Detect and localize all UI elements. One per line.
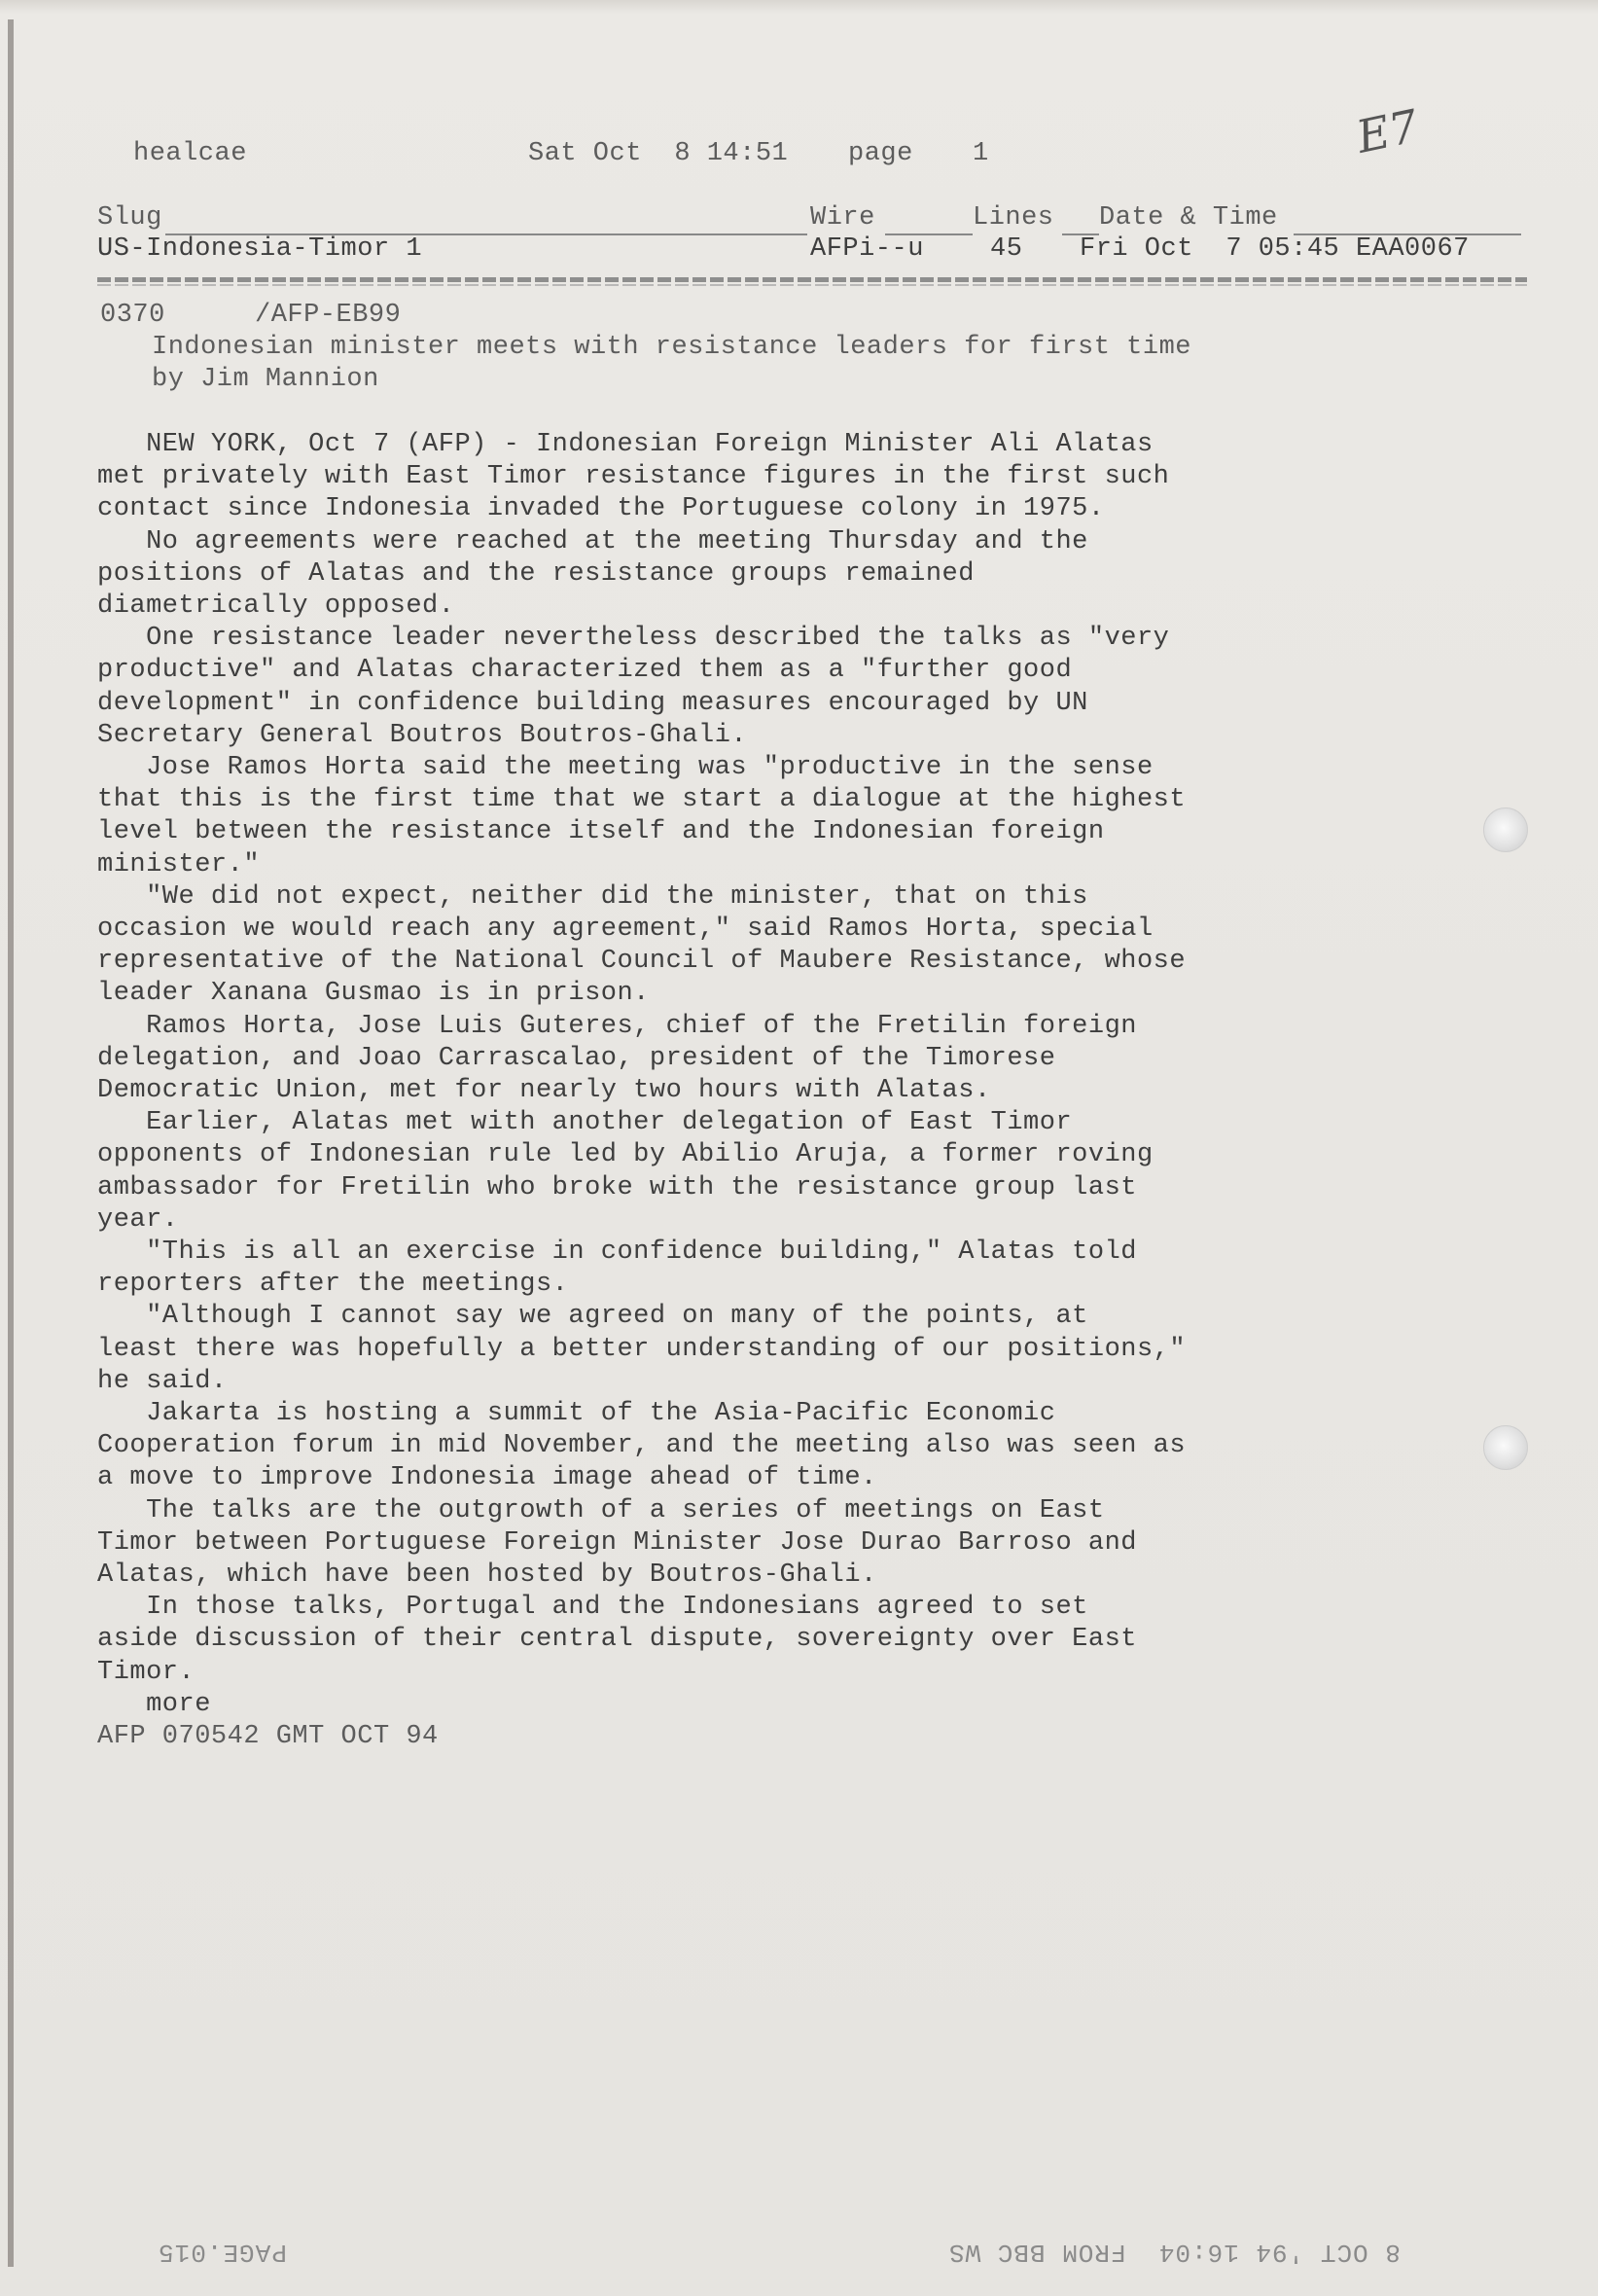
body-line: "We did not expect, neither did the minister, that on this (97, 881, 1088, 912)
body-line: positions of Alatas and the resistance groups remained (97, 558, 975, 589)
binding-edge (8, 19, 14, 2267)
body-line: opponents of Indonesian rule led by Abilio Aruja, a former roving (97, 1140, 1154, 1170)
record-lines: 45 (990, 234, 1023, 264)
record-slug: US-Indonesia-Timor 1 (97, 234, 423, 264)
separator-rule-secondary (97, 284, 1527, 286)
body-line: met privately with East Timor resistance figures in the first such (97, 462, 1170, 492)
header-page-label: page (848, 139, 913, 168)
body-line: "Although I cannot say we agreed on many of the points, at (97, 1302, 1088, 1332)
story-byline: by Jim Mannion (152, 365, 379, 394)
body-line: productive" and Alatas characterized them as a "further good (97, 656, 1073, 686)
record-datetime: Fri Oct 7 05:45 EAA0067 (1080, 234, 1470, 264)
body-line: Earlier, Alatas met with another delegation of East Timor (97, 1108, 1073, 1138)
body-line: reporters after the meetings. (97, 1270, 569, 1300)
body-line: he said. (97, 1366, 228, 1396)
body-line: aside discussion of their central dispute, sovereignty over East (97, 1625, 1137, 1655)
body-line: contact since Indonesia invaded the Portuguese colony in 1975. (97, 494, 1105, 524)
body-line: year. (97, 1204, 179, 1235)
story-headline: Indonesian minister meets with resistance leaders for first time (152, 333, 1191, 362)
header-page-number: 1 (973, 139, 989, 168)
story-id: 0370 (100, 301, 165, 330)
body-line: Ramos Horta, Jose Luis Guteres, chief of the Fretilin foreign (97, 1011, 1137, 1041)
body-line: a move to improve Indonesia image ahead of time. (97, 1463, 877, 1493)
story-code: /AFP-EB99 (255, 301, 402, 330)
fax-footer-right: 8 OCT '94 16:04 FROM BBC WS (948, 2238, 1401, 2267)
lines-label: Lines (973, 203, 1054, 233)
body-line: Secretary General Boutros Boutros-Ghali. (97, 720, 748, 750)
body-line: Timor between Portuguese Foreign Minister Jose Durao Barroso and (97, 1527, 1137, 1558)
body-line: representative of the National Council of Maubere Resistance, whose (97, 947, 1187, 977)
fax-footer-left: PAGE.015 (158, 2238, 287, 2267)
body-line: that this is the first time that we start a dialogue at the highest (97, 785, 1187, 815)
body-line: leader Xanana Gusmao is in prison. (97, 979, 650, 1009)
body-line: development" in confidence building measures encouraged by UN (97, 688, 1088, 718)
body-line: In those talks, Portugal and the Indonesians agreed to set (97, 1593, 1088, 1623)
body-line: One resistance leader nevertheless described the talks as "very (97, 624, 1170, 654)
body-line: Alatas, which have been hosted by Boutros-Ghali. (97, 1561, 877, 1590)
body-line: Democratic Union, met for nearly two hours with Alatas. (97, 1076, 991, 1105)
header-code: healcae (133, 139, 247, 168)
body-line: occasion we would reach any agreement," said Ramos Horta, special (97, 915, 1154, 944)
body-line: NEW YORK, Oct 7 (AFP) - Indonesian Foreign Minister Ali Alatas (97, 430, 1154, 459)
slug-label: Slug (97, 203, 162, 233)
body-line: ambassador for Fretilin who broke with the resistance group last (97, 1172, 1137, 1202)
body-line: The talks are the outgrowth of a series of meetings on East (97, 1495, 1105, 1525)
body-line: Jakarta is hosting a summit of the Asia-Pacific Economic (97, 1399, 1056, 1428)
separator-rule (97, 277, 1527, 282)
story-dateline-footer: AFP 070542 GMT OCT 94 (97, 1722, 439, 1751)
body-line: No agreements were reached at the meeting Thursday and the (97, 526, 1088, 556)
handwritten-mark: E7 (1352, 99, 1423, 163)
datetime-label: Date & Time (1099, 203, 1278, 233)
body-line: level between the resistance itself and the Indonesian foreign (97, 817, 1105, 847)
body-line: delegation, and Joao Carrascalao, president of the Timorese (97, 1043, 1056, 1073)
body-line: least there was hopefully a better understanding of our positions," (97, 1334, 1187, 1364)
punch-hole (1483, 807, 1528, 852)
wire-label: Wire (810, 203, 875, 233)
body-line: Jose Ramos Horta said the meeting was "productive in the sense (97, 753, 1154, 782)
body-line: minister." (97, 849, 261, 879)
header-date: Sat Oct 8 14:51 (528, 139, 789, 168)
body-line: Cooperation forum in mid November, and the meeting also was seen as (97, 1431, 1187, 1461)
top-shadow (0, 0, 1598, 14)
body-line: Timor. (97, 1657, 195, 1687)
record-wire: AFPi--u (810, 234, 924, 264)
body-line: "This is all an exercise in confidence building," Alatas told (97, 1238, 1137, 1267)
body-line: more (97, 1689, 211, 1719)
punch-hole (1483, 1425, 1528, 1470)
body-line: diametrically opposed. (97, 592, 455, 621)
